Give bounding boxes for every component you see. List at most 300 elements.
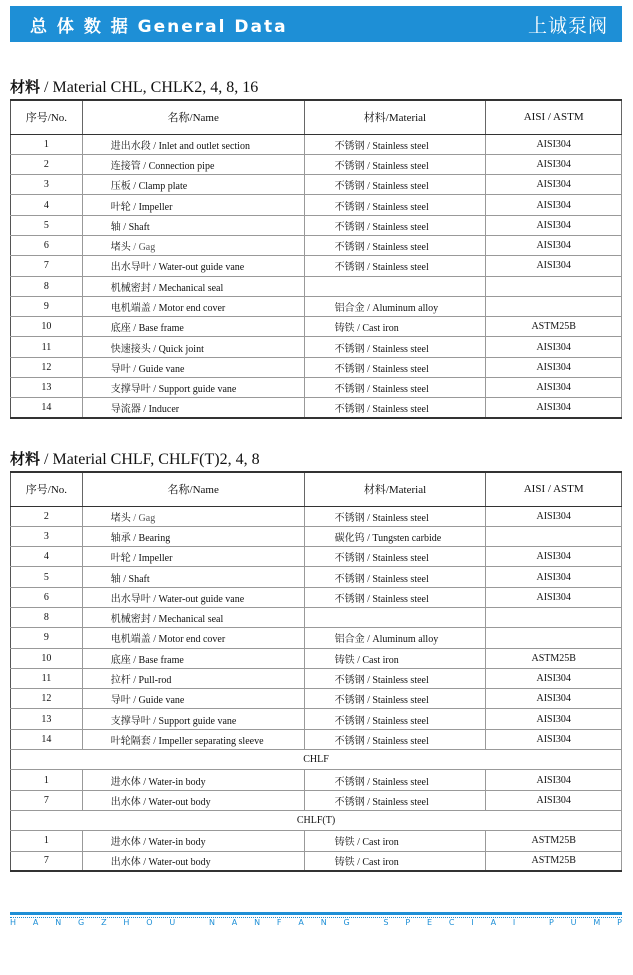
material-en: / Stainless steel bbox=[364, 675, 429, 687]
table-row bbox=[11, 296, 622, 316]
cell-name bbox=[82, 175, 304, 195]
material-en: / Stainless steel bbox=[364, 384, 429, 396]
name-cn: 进出水段 bbox=[110, 140, 151, 152]
cell-no: 11 bbox=[11, 337, 83, 357]
cell-no: 7 bbox=[11, 790, 83, 810]
footer-rule bbox=[10, 912, 622, 915]
name-cn: 压板 bbox=[110, 181, 131, 193]
group-label: CHLF(T) bbox=[11, 810, 622, 830]
cell-no: 4 bbox=[11, 195, 83, 215]
material-cn: 不锈钢 bbox=[334, 573, 365, 585]
footer-letter: G bbox=[78, 918, 85, 927]
cell-name bbox=[82, 195, 304, 215]
cell-no: 6 bbox=[11, 235, 83, 255]
material-en: / Stainless steel bbox=[364, 140, 429, 152]
name-en: / Impeller separating sleeve bbox=[150, 735, 264, 747]
name-en: / Base frame bbox=[130, 654, 184, 666]
cell-name bbox=[82, 648, 304, 668]
material-cn: 铸铁 bbox=[334, 323, 355, 335]
name-cn: 轴 bbox=[110, 221, 121, 233]
material-en: / Stainless steel bbox=[364, 735, 429, 747]
cell-aisi: AISI304 bbox=[486, 175, 622, 195]
material-cn: 不锈钢 bbox=[334, 735, 365, 747]
footer-letter: A bbox=[298, 918, 304, 927]
cell-material bbox=[304, 195, 486, 215]
footer-letter: U bbox=[169, 918, 176, 927]
footer-letter: M bbox=[593, 918, 601, 927]
material-cn: 碳化钨 bbox=[334, 532, 365, 544]
footer-letter: H bbox=[10, 918, 17, 927]
name-en: / Gag bbox=[130, 242, 156, 254]
brand-name: 上诚泵阀 bbox=[527, 14, 608, 37]
material-en: / Stainless steel bbox=[364, 201, 429, 213]
material-en: / Stainless steel bbox=[364, 776, 429, 788]
cell-aisi: AISI304 bbox=[486, 398, 622, 418]
cell-material bbox=[304, 567, 486, 587]
name-en: / Water-out body bbox=[140, 857, 211, 869]
name-cn: 导叶 bbox=[110, 695, 131, 707]
table-row bbox=[11, 235, 622, 255]
table-row bbox=[11, 648, 622, 668]
name-cn: 进水体 bbox=[110, 837, 141, 849]
cell-no: 9 bbox=[11, 296, 83, 316]
col-header-no: 序号/No. bbox=[11, 472, 83, 506]
footer-letter: O bbox=[146, 918, 153, 927]
footer-letter: C bbox=[448, 918, 455, 927]
material-cn: 不锈钢 bbox=[334, 512, 365, 524]
cell-material bbox=[304, 831, 486, 851]
cell-aisi: AISI304 bbox=[486, 357, 622, 377]
col-header-aisi: AISI / ASTM bbox=[486, 100, 622, 134]
cell-aisi: ASTM25B bbox=[486, 317, 622, 337]
name-cn: 支撑导叶 bbox=[110, 715, 151, 727]
name-en: / Mechanical seal bbox=[150, 614, 224, 626]
cell-name bbox=[82, 587, 304, 607]
cell-name bbox=[82, 337, 304, 357]
name-en: / Impeller bbox=[130, 201, 173, 213]
name-en: / Water-in body bbox=[140, 837, 206, 849]
name-cn: 叶轮隔套 bbox=[110, 735, 151, 747]
cell-no: 11 bbox=[11, 668, 83, 688]
cell-no: 1 bbox=[11, 134, 83, 154]
section1-title bbox=[10, 76, 258, 97]
cell-material bbox=[304, 317, 486, 337]
footer-letter: N bbox=[55, 918, 62, 927]
name-cn: 机械密封 bbox=[110, 614, 151, 626]
table-row bbox=[11, 154, 622, 174]
name-cn: 进水体 bbox=[110, 776, 141, 788]
cell-name bbox=[82, 296, 304, 316]
col-header-name: 名称/Name bbox=[82, 472, 304, 506]
table-row bbox=[11, 506, 622, 526]
table-row bbox=[11, 175, 622, 195]
material-en: / Stainless steel bbox=[364, 573, 429, 585]
footer-letter: P bbox=[617, 918, 622, 927]
table-row bbox=[11, 317, 622, 337]
footer-letter: E bbox=[427, 918, 433, 927]
group-row bbox=[11, 750, 622, 770]
table-row bbox=[11, 709, 622, 729]
material-cn: 不锈钢 bbox=[334, 160, 365, 172]
cell-name bbox=[82, 668, 304, 688]
cell-name bbox=[82, 567, 304, 587]
cell-material bbox=[304, 628, 486, 648]
material-en: / Stainless steel bbox=[364, 553, 429, 565]
cell-no: 7 bbox=[11, 256, 83, 276]
table-header-row bbox=[11, 472, 622, 506]
name-cn: 机械密封 bbox=[110, 282, 151, 294]
footer-letter: S bbox=[383, 918, 389, 927]
footer-letter: I bbox=[512, 918, 516, 927]
cell-no: 2 bbox=[11, 506, 83, 526]
material-cn: 不锈钢 bbox=[334, 404, 365, 416]
material-cn: 不锈钢 bbox=[334, 140, 365, 152]
cell-material bbox=[304, 154, 486, 174]
material-cn: 不锈钢 bbox=[334, 675, 365, 687]
material-cn: 不锈钢 bbox=[334, 776, 365, 788]
cell-no: 13 bbox=[11, 378, 83, 398]
material-en: / Stainless steel bbox=[364, 181, 429, 193]
cell-material bbox=[304, 668, 486, 688]
cell-aisi bbox=[486, 628, 622, 648]
footer-company-text bbox=[10, 918, 622, 927]
table-row bbox=[11, 276, 622, 296]
cell-aisi: AISI304 bbox=[486, 235, 622, 255]
material-en: / Stainless steel bbox=[364, 512, 429, 524]
name-en: / Impeller bbox=[130, 553, 173, 565]
name-cn: 电机端盖 bbox=[110, 303, 151, 315]
footer-letter: G bbox=[343, 918, 350, 927]
cell-no: 3 bbox=[11, 175, 83, 195]
material-en: / Aluminum alloy bbox=[364, 303, 439, 315]
cell-aisi bbox=[486, 607, 622, 627]
section2-title bbox=[10, 448, 260, 469]
material-cn: 不锈钢 bbox=[334, 242, 365, 254]
footer-letter: N bbox=[254, 918, 261, 927]
footer-letter: P bbox=[548, 918, 554, 927]
material-en: / Stainless steel bbox=[364, 593, 429, 605]
material-en: / Stainless steel bbox=[364, 160, 429, 172]
cell-no: 3 bbox=[11, 526, 83, 546]
cell-material bbox=[304, 851, 486, 871]
material-en: / Stainless steel bbox=[364, 242, 429, 254]
cell-material bbox=[304, 357, 486, 377]
footer-letter: I bbox=[471, 918, 474, 927]
name-en: / Bearing bbox=[130, 532, 171, 544]
cell-aisi: AISI304 bbox=[486, 729, 622, 749]
material-en: / Stainless steel bbox=[364, 363, 429, 375]
cell-name bbox=[82, 215, 304, 235]
table-row bbox=[11, 790, 622, 810]
cell-name bbox=[82, 235, 304, 255]
col-header-material: 材料/Material bbox=[304, 472, 486, 506]
name-cn: 轴 bbox=[110, 573, 121, 585]
table-row bbox=[11, 378, 622, 398]
material-table-chlf bbox=[10, 471, 622, 872]
material-cn: 不锈钢 bbox=[334, 221, 365, 233]
cell-name bbox=[82, 276, 304, 296]
cell-aisi: AISI304 bbox=[486, 134, 622, 154]
section1-title-en: / Material CHL, CHLK2, 4, 8, 16 bbox=[40, 79, 259, 96]
cell-material bbox=[304, 506, 486, 526]
cell-no: 8 bbox=[11, 607, 83, 627]
cell-aisi: AISI304 bbox=[486, 668, 622, 688]
cell-aisi: ASTM25B bbox=[486, 851, 622, 871]
page-title: 总 体 数 据 General Data bbox=[30, 16, 288, 37]
cell-aisi: AISI304 bbox=[486, 337, 622, 357]
col-header-no: 序号/No. bbox=[11, 100, 83, 134]
name-cn: 出水导叶 bbox=[110, 262, 151, 274]
group-row bbox=[11, 810, 622, 830]
material-en: / Cast iron bbox=[354, 837, 399, 849]
cell-aisi: ASTM25B bbox=[486, 648, 622, 668]
name-cn: 出水体 bbox=[110, 857, 141, 869]
header-banner bbox=[10, 6, 622, 42]
cell-material bbox=[304, 790, 486, 810]
material-cn: 不锈钢 bbox=[334, 262, 365, 274]
cell-material bbox=[304, 547, 486, 567]
cell-aisi: AISI304 bbox=[486, 215, 622, 235]
material-cn: 不锈钢 bbox=[334, 715, 365, 727]
material-cn: 铸铁 bbox=[334, 857, 355, 869]
cell-material bbox=[304, 587, 486, 607]
cell-material bbox=[304, 276, 486, 296]
section2-title-cn: 材料 bbox=[10, 450, 41, 468]
cell-name bbox=[82, 526, 304, 546]
cell-material bbox=[304, 337, 486, 357]
cell-no: 12 bbox=[11, 357, 83, 377]
cell-name bbox=[82, 134, 304, 154]
cell-name bbox=[82, 398, 304, 418]
cell-aisi: AISI304 bbox=[486, 770, 622, 790]
name-cn: 连接管 bbox=[110, 160, 141, 172]
name-cn: 轴承 bbox=[110, 532, 131, 544]
name-cn: 底座 bbox=[110, 654, 131, 666]
cell-no: 5 bbox=[11, 567, 83, 587]
material-cn: 不锈钢 bbox=[334, 695, 365, 707]
name-en: / Motor end cover bbox=[150, 634, 226, 646]
cell-material bbox=[304, 729, 486, 749]
table-row bbox=[11, 770, 622, 790]
table-row bbox=[11, 689, 622, 709]
material-cn: 不锈钢 bbox=[334, 343, 365, 355]
cell-name bbox=[82, 709, 304, 729]
cell-no: 5 bbox=[11, 215, 83, 235]
name-cn: 拉杆 bbox=[110, 675, 131, 687]
table-header-row bbox=[11, 100, 622, 134]
name-en: / Support guide vane bbox=[150, 715, 237, 727]
cell-material bbox=[304, 398, 486, 418]
cell-name bbox=[82, 506, 304, 526]
cell-aisi: AISI304 bbox=[486, 587, 622, 607]
table-row bbox=[11, 607, 622, 627]
cell-no: 10 bbox=[11, 648, 83, 668]
cell-no: 4 bbox=[11, 547, 83, 567]
col-header-material: 材料/Material bbox=[304, 100, 486, 134]
name-en: / Water-out guide vane bbox=[150, 593, 245, 605]
cell-no: 7 bbox=[11, 851, 83, 871]
table-row bbox=[11, 398, 622, 418]
cell-material bbox=[304, 296, 486, 316]
cell-aisi: AISI304 bbox=[486, 378, 622, 398]
cell-material bbox=[304, 607, 486, 627]
name-cn: 堵头 bbox=[110, 242, 131, 254]
cell-name bbox=[82, 790, 304, 810]
material-cn: 不锈钢 bbox=[334, 363, 365, 375]
cell-material bbox=[304, 215, 486, 235]
name-cn: 电机端盖 bbox=[110, 634, 151, 646]
col-header-aisi: AISI / ASTM bbox=[486, 472, 622, 506]
cell-material bbox=[304, 526, 486, 546]
section2-title-en: / Material CHLF, CHLF(T)2, 4, 8 bbox=[40, 451, 260, 468]
name-en: / Clamp plate bbox=[130, 181, 188, 193]
material-en: / Stainless steel bbox=[364, 715, 429, 727]
cell-no: 12 bbox=[11, 689, 83, 709]
name-cn: 叶轮 bbox=[110, 553, 131, 565]
cell-material bbox=[304, 770, 486, 790]
footer-letter: Z bbox=[101, 918, 107, 927]
cell-name bbox=[82, 378, 304, 398]
cell-name bbox=[82, 317, 304, 337]
name-cn: 底座 bbox=[110, 323, 131, 335]
name-en: / Inlet and outlet section bbox=[150, 140, 250, 152]
cell-aisi bbox=[486, 276, 622, 296]
col-header-name: 名称/Name bbox=[82, 100, 304, 134]
cell-material bbox=[304, 648, 486, 668]
material-table-chl bbox=[10, 99, 622, 419]
cell-name bbox=[82, 256, 304, 276]
footer-letter: U bbox=[570, 918, 577, 927]
group-label: CHLF bbox=[11, 750, 622, 770]
cell-aisi: AISI304 bbox=[486, 547, 622, 567]
table-row bbox=[11, 256, 622, 276]
cell-aisi: ASTM25B bbox=[486, 831, 622, 851]
name-cn: 快速接头 bbox=[110, 343, 151, 355]
name-cn: 堵头 bbox=[110, 512, 131, 524]
cell-no: 1 bbox=[11, 831, 83, 851]
name-en: / Base frame bbox=[130, 323, 184, 335]
name-en: / Pull-rod bbox=[130, 675, 172, 687]
cell-material bbox=[304, 175, 486, 195]
cell-aisi: AISI304 bbox=[486, 195, 622, 215]
material-en: / Cast iron bbox=[354, 323, 399, 335]
material-cn: 铝合金 bbox=[334, 634, 365, 646]
cell-material bbox=[304, 378, 486, 398]
cell-no: 13 bbox=[11, 709, 83, 729]
material-cn: 铸铁 bbox=[334, 837, 355, 849]
cell-material bbox=[304, 134, 486, 154]
footer-letter: P bbox=[405, 918, 411, 927]
material-en: / Cast iron bbox=[354, 654, 399, 666]
material-en: / Tungsten carbide bbox=[364, 532, 442, 544]
material-en: / Stainless steel bbox=[364, 796, 429, 808]
table-row bbox=[11, 851, 622, 871]
cell-no: 10 bbox=[11, 317, 83, 337]
cell-name bbox=[82, 607, 304, 627]
material-cn: 铝合金 bbox=[334, 303, 365, 315]
table-row bbox=[11, 134, 622, 154]
cell-aisi bbox=[486, 296, 622, 316]
cell-aisi: AISI304 bbox=[486, 709, 622, 729]
footer-letter: A bbox=[231, 918, 238, 927]
cell-aisi: AISI304 bbox=[486, 567, 622, 587]
name-en: / Shaft bbox=[120, 573, 150, 585]
table-row bbox=[11, 587, 622, 607]
name-en: / Guide vane bbox=[130, 695, 185, 707]
cell-name bbox=[82, 547, 304, 567]
footer-letter: A bbox=[32, 918, 39, 927]
cell-aisi: AISI304 bbox=[486, 154, 622, 174]
cell-aisi: AISI304 bbox=[486, 689, 622, 709]
material-en: / Aluminum alloy bbox=[364, 634, 439, 646]
name-cn: 支撑导叶 bbox=[110, 384, 151, 396]
material-en: / Stainless steel bbox=[364, 404, 429, 416]
cell-name bbox=[82, 851, 304, 871]
material-en: / Stainless steel bbox=[364, 221, 429, 233]
name-en: / Shaft bbox=[120, 221, 150, 233]
footer-letter: F bbox=[276, 918, 282, 927]
table-row bbox=[11, 195, 622, 215]
material-en: / Cast iron bbox=[354, 857, 399, 869]
table-row bbox=[11, 547, 622, 567]
material-cn: 不锈钢 bbox=[334, 593, 365, 605]
section1-title-cn: 材料 bbox=[10, 78, 41, 96]
cell-material bbox=[304, 235, 486, 255]
table-row bbox=[11, 357, 622, 377]
material-cn: 不锈钢 bbox=[334, 796, 365, 808]
name-en: / Support guide vane bbox=[150, 384, 237, 396]
cell-material bbox=[304, 689, 486, 709]
cell-no: 8 bbox=[11, 276, 83, 296]
cell-material bbox=[304, 256, 486, 276]
table-row bbox=[11, 628, 622, 648]
cell-material bbox=[304, 709, 486, 729]
table-row bbox=[11, 668, 622, 688]
cell-aisi: AISI304 bbox=[486, 256, 622, 276]
cell-no: 9 bbox=[11, 628, 83, 648]
footer-letter: A bbox=[490, 918, 497, 927]
footer-letter: H bbox=[123, 918, 130, 927]
table-row bbox=[11, 526, 622, 546]
cell-name bbox=[82, 628, 304, 648]
name-cn: 导叶 bbox=[110, 363, 131, 375]
cell-name bbox=[82, 357, 304, 377]
cell-no: 14 bbox=[11, 729, 83, 749]
cell-no: 2 bbox=[11, 154, 83, 174]
material-en: / Stainless steel bbox=[364, 262, 429, 274]
name-cn: 叶轮 bbox=[110, 201, 131, 213]
cell-no: 6 bbox=[11, 587, 83, 607]
table-row bbox=[11, 567, 622, 587]
cell-name bbox=[82, 154, 304, 174]
name-en: / Guide vane bbox=[130, 363, 185, 375]
name-cn: 导流器 bbox=[110, 404, 141, 416]
name-en: / Water-out guide vane bbox=[150, 262, 245, 274]
material-en: / Stainless steel bbox=[364, 343, 429, 355]
material-cn: 不锈钢 bbox=[334, 553, 365, 565]
table-row bbox=[11, 215, 622, 235]
material-en: / Stainless steel bbox=[364, 695, 429, 707]
name-en: / Mechanical seal bbox=[150, 282, 224, 294]
cell-name bbox=[82, 729, 304, 749]
cell-aisi: AISI304 bbox=[486, 506, 622, 526]
name-en: / Water-in body bbox=[140, 776, 206, 788]
name-en: / Water-out body bbox=[140, 796, 211, 808]
cell-name bbox=[82, 831, 304, 851]
name-en: / Connection pipe bbox=[140, 160, 215, 172]
name-en: / Inducer bbox=[140, 404, 180, 416]
cell-no: 14 bbox=[11, 398, 83, 418]
